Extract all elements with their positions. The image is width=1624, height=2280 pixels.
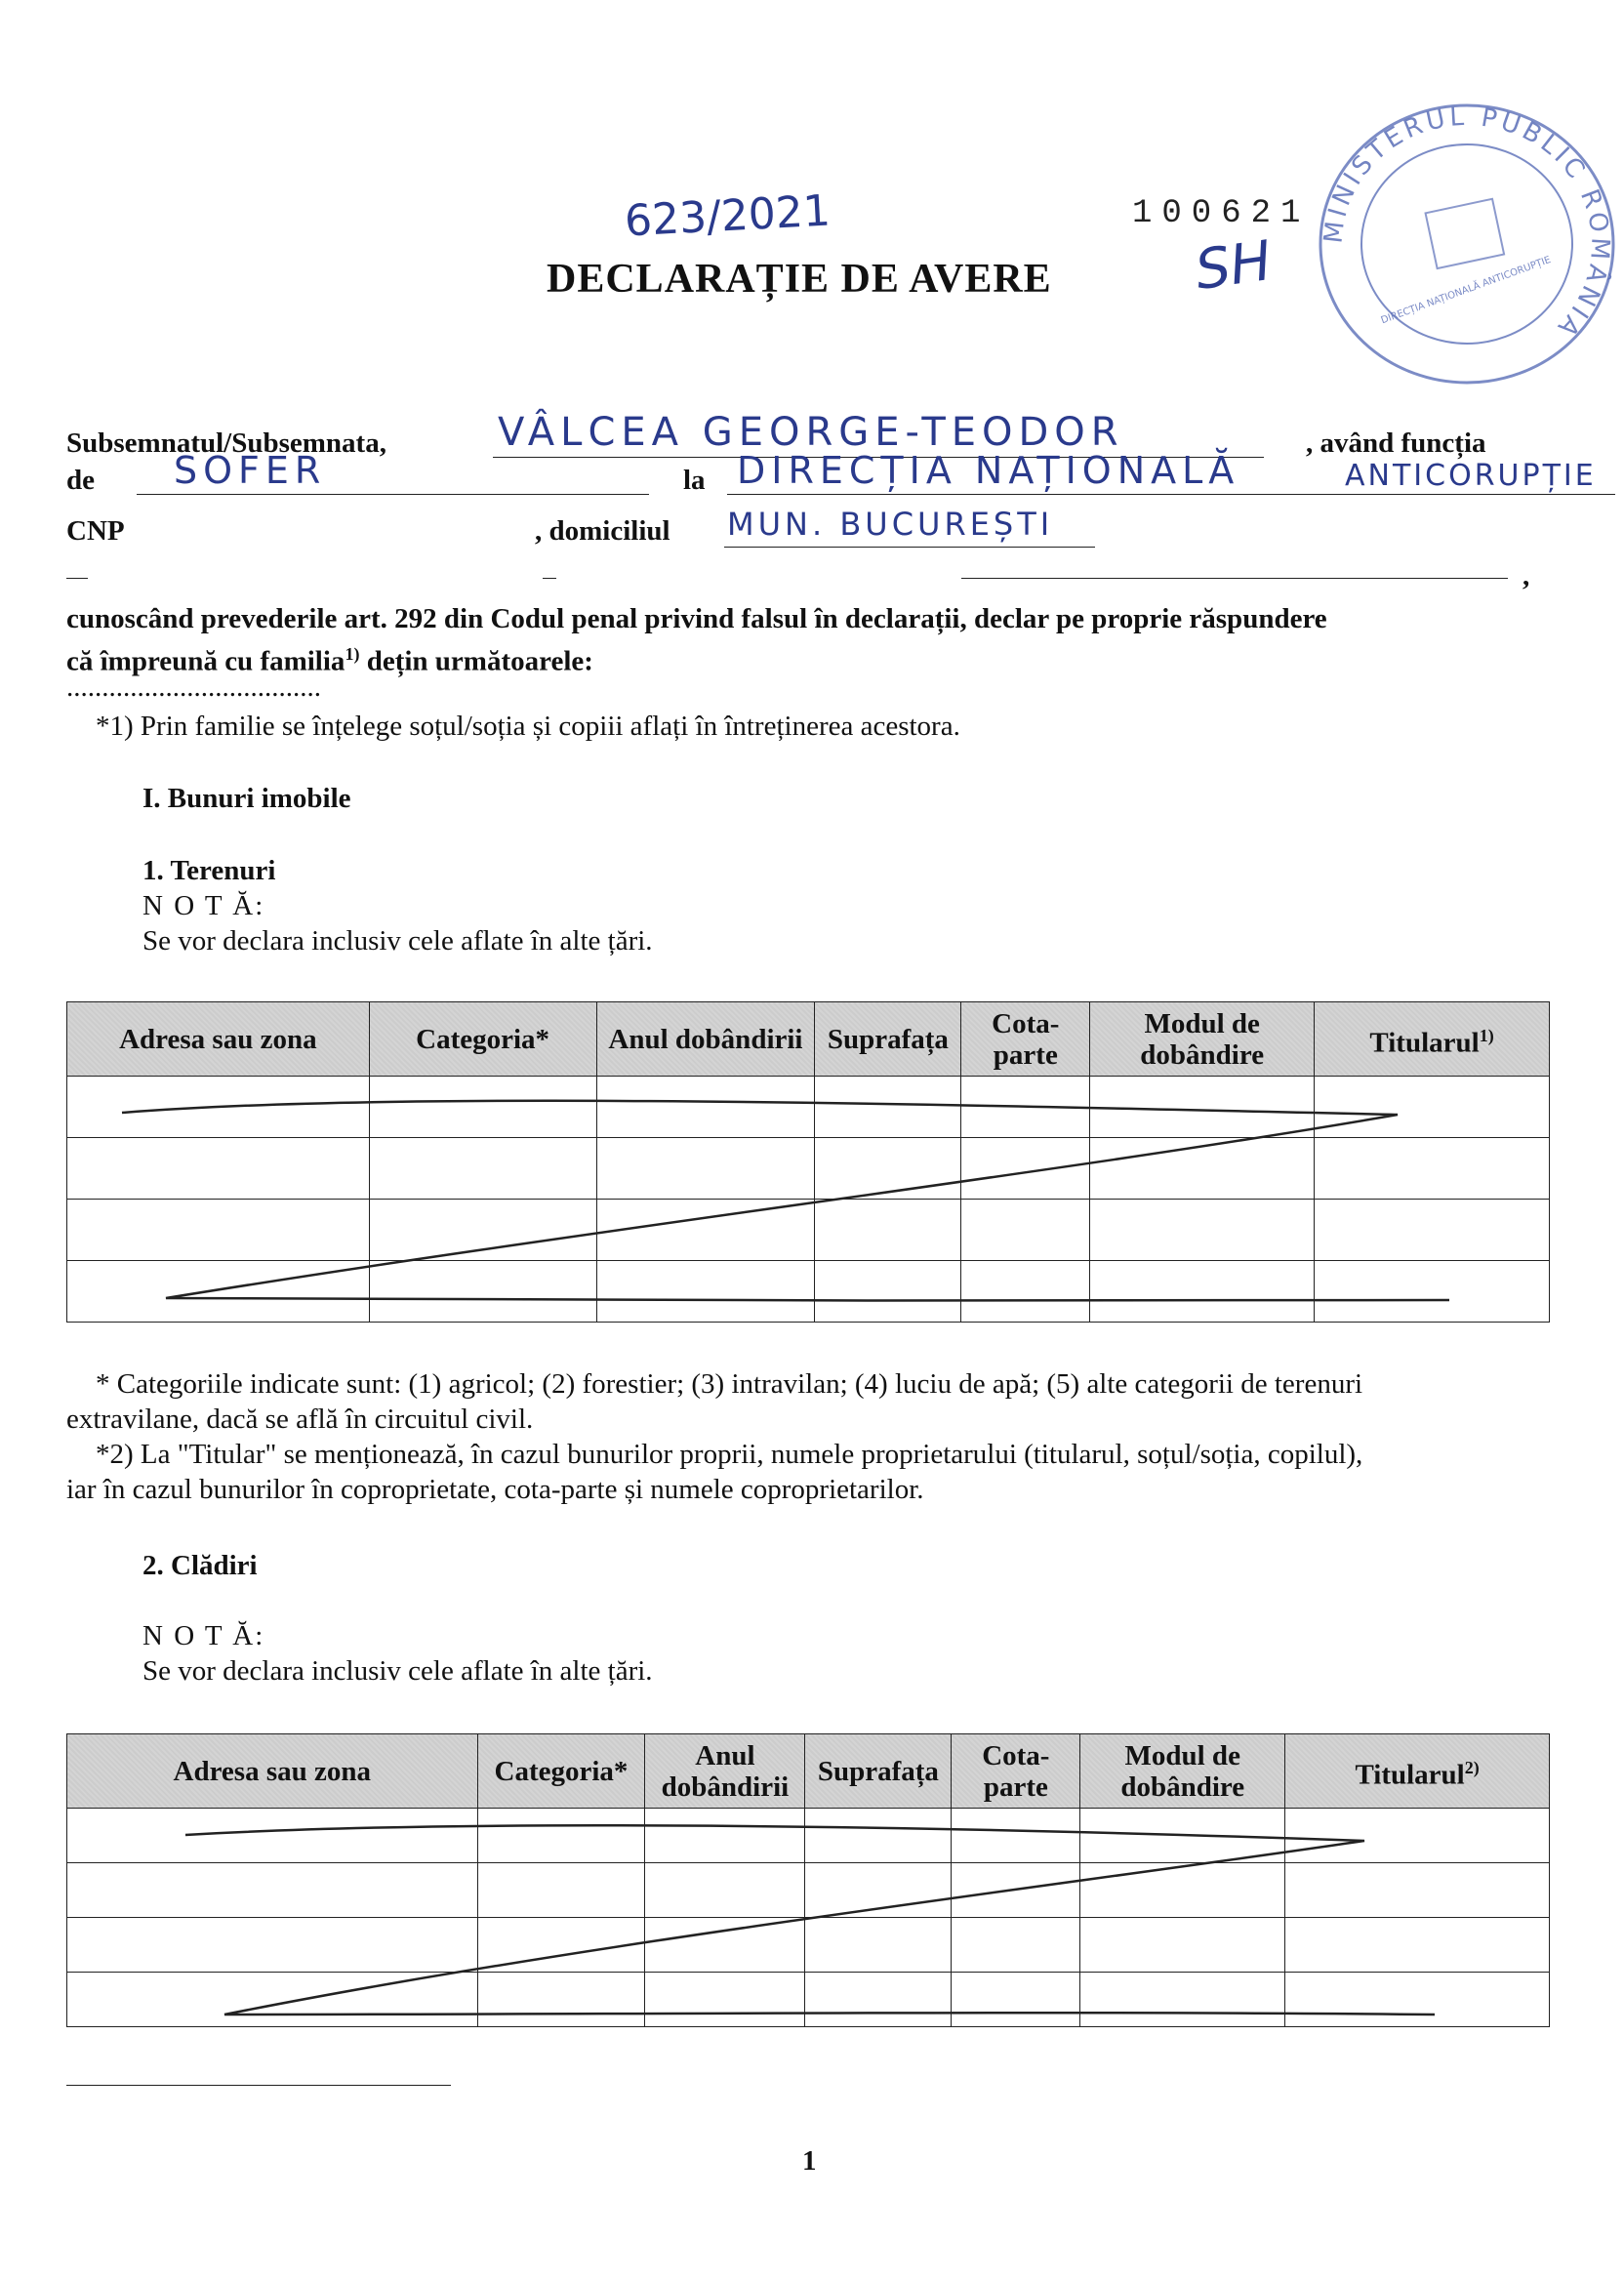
note-categories: * Categoriile indicate sunt: (1) agricol; (2) forestier; (3) intravilan; (4) luciu de apă; (5) alte categorii de terenuri	[96, 1368, 1363, 1400]
nota-text-2: Se vor declara inclusiv cele aflate în alte țări.	[142, 1655, 653, 1687]
number-stamp: 100621	[1132, 195, 1311, 232]
page-number: 1	[802, 2145, 817, 2177]
subsection-cladiri: 2. Clădiri	[142, 1550, 258, 1581]
label-cnp: CNP	[66, 515, 125, 547]
col-modul: Modul de dobândire	[1080, 1734, 1285, 1809]
registration-number: 623/2021	[623, 185, 832, 247]
col-anul: Anul dobândirii	[645, 1734, 805, 1809]
subsection-terenuri: 1. Terenuri	[142, 855, 276, 886]
label-subsemnatul: Subsemnatul/Subsemnata,	[66, 428, 386, 459]
col-cota: Cota-parte	[952, 1734, 1080, 1809]
statement-line1-text: cunoscând prevederile art. 292 din Codul penal privind falsul în declarații, declar pe propri	[66, 603, 1170, 634]
statement-line1-tail: e răspundere	[1169, 603, 1327, 634]
label-avand-functia: , având funcția	[1306, 428, 1486, 459]
col-modul: Modul de dobândire	[1090, 1002, 1315, 1077]
col-titular-sup: 2)	[1464, 1757, 1480, 1777]
statement-line2-sup: 1)	[345, 644, 360, 664]
institution-value: DIRECȚIA NAȚIONALĂ	[737, 449, 1240, 492]
col-titular-label: Titularul	[1369, 1027, 1480, 1059]
statement-line2-post: dețin următoarele:	[359, 645, 593, 677]
document-title: DECLARAȚIE DE AVERE	[547, 257, 1052, 302]
label-la: la	[683, 465, 706, 496]
function-value: SOFER	[174, 449, 327, 492]
col-suprafata: Suprafața	[815, 1002, 961, 1077]
domicile-value: MUN. BUCUREȘTI	[727, 506, 1054, 543]
svg-text:MINISTERUL PUBLIC ROMÂNIA: MINISTERUL PUBLIC ROMÂNIA	[1319, 102, 1615, 346]
label-de: de	[66, 465, 95, 496]
statement-line2-pre: că împreună cu familia	[66, 645, 345, 677]
nota-label-1: N O T Ă:	[142, 890, 265, 921]
nota-text-1: Se vor declara inclusiv cele aflate în alte țări.	[142, 925, 653, 957]
note-categories-cont: extravilane, dacă se află în circuitul civil.	[66, 1404, 534, 1435]
section-heading-bunuri-imobile: I. Bunuri imobile	[142, 783, 351, 814]
statement-dots: ....................................	[66, 672, 321, 703]
col-categoria: Categoria*	[477, 1734, 645, 1809]
col-cota: Cota-parte	[961, 1002, 1090, 1077]
nota-label-2: N O T Ă:	[142, 1620, 265, 1651]
footnote-family: *1) Prin familie se înțelege soțul/soția și copiii aflați în întreținerea acestora.	[96, 711, 960, 742]
trailing-comma: ,	[1522, 560, 1530, 591]
col-titular-sup: 1)	[1479, 1025, 1494, 1045]
col-anul: Anul dobândirii	[596, 1002, 815, 1077]
institution-value-cont: ANTICORUPȚIE	[1345, 459, 1597, 493]
footnote-separator	[66, 2085, 451, 2086]
note-titular: *2) La "Titular" se menționează, în cazul bunurilor proprii, numele proprietarului (titularul, soțul/soția, copilul),	[96, 1439, 1363, 1470]
col-titular-label: Titularul	[1355, 1759, 1465, 1791]
svg-text:DIRECȚIA NAȚIONALĂ ANTICORUPȚI: DIRECȚIA NAȚIONALĂ ANTICORUPȚIE	[1379, 254, 1553, 327]
initials-signature: SH	[1191, 228, 1276, 304]
col-adresa: Adresa sau zona	[67, 1734, 478, 1809]
name-value: VÂLCEA GEORGE-TEODOR	[498, 410, 1124, 455]
col-adresa: Adresa sau zona	[67, 1002, 370, 1077]
col-categoria: Categoria*	[369, 1002, 596, 1077]
note-titular-cont: iar în cazul bunurilor în coproprietate, cota-parte și numele coproprietarilor.	[66, 1474, 924, 1505]
label-domiciliul: , domiciliul	[535, 515, 670, 547]
col-suprafata: Suprafața	[805, 1734, 952, 1809]
